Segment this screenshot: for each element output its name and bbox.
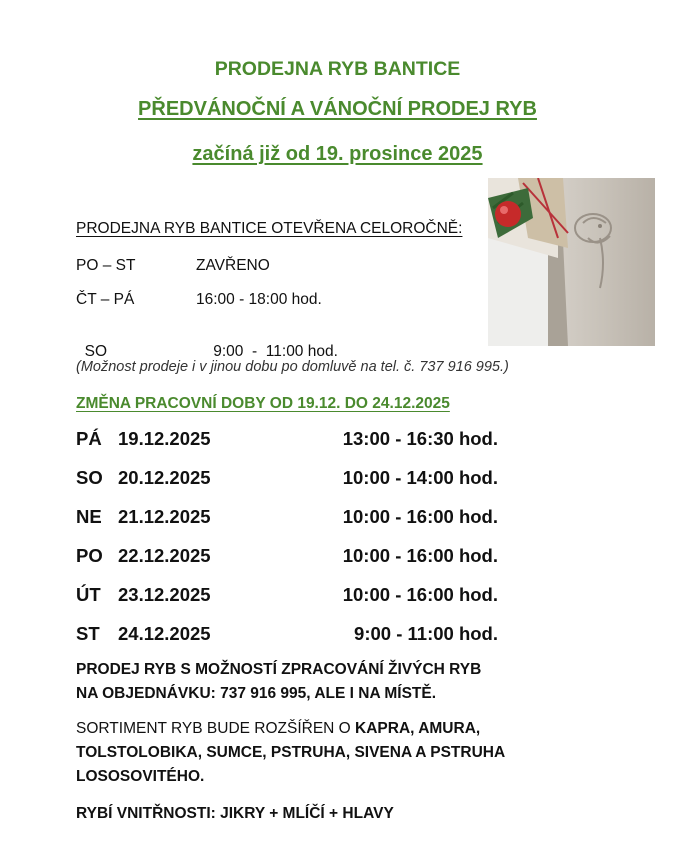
- special-hours-heading: ZMĚNA PRACOVNÍ DOBY OD 19.12. DO 24.12.2025: [76, 395, 450, 412]
- start-date: začíná již od 19. prosince 2025: [192, 143, 483, 165]
- page-subtitle: PŘEDVÁNOČNÍ A VÁNOČNÍ PRODEJ RYB: [138, 98, 537, 120]
- schedule-row: NE 21.12.2025 10:00 - 16:00 hod.: [76, 506, 498, 527]
- hours-row: SO 9:00 - 11:00 hod.: [84, 343, 338, 360]
- schedule-row: PO 22.12.2025 10:00 - 16:00 hod.: [76, 545, 498, 566]
- regular-hours-heading: PRODEJNA RYB BANTICE OTEVŘENA CELOROČNĚ:: [76, 220, 463, 237]
- assortment-info: SORTIMENT RYB BUDE ROZŠÍŘEN O KAPRA, AMURA, TOLSTOLOBIKA, SUMCE, PSTRUHA, SIVENA A PSTRUHA LOSOSOVITÉHO.: [76, 720, 506, 785]
- schedule-row: SO 20.12.2025 10:00 - 14:00 hod.: [76, 467, 498, 488]
- schedule-row: ÚT 23.12.2025 10:00 - 16:00 hod.: [76, 584, 498, 605]
- phone-note: (Možnost prodeje i v jinou dobu po domluvě na tel. č. 737 916 995.): [76, 359, 509, 375]
- hours-row: PO – ST ZAVŘENO: [76, 257, 270, 274]
- christmas-fish-decoration-icon: [488, 178, 655, 346]
- offal-info: RYBÍ VNITŘNOSTI: JIKRY + MLÍČÍ + HLAVY: [76, 805, 394, 822]
- hours-row: ČT – PÁ 16:00 - 18:00 hod.: [76, 291, 322, 308]
- schedule-row: ST 24.12.2025 9:00 - 11:00 hod.: [76, 623, 498, 644]
- page-title: PRODEJNA RYB BANTICE: [214, 58, 461, 80]
- processing-info: PRODEJ RYB S MOŽNOSTÍ ZPRACOVÁNÍ ŽIVÝCH RYB NA OBJEDNÁVKU: 737 916 995, ALE I NA MÍSTĚ.: [76, 661, 482, 702]
- schedule-row: PÁ 19.12.2025 13:00 - 16:30 hod.: [76, 428, 498, 449]
